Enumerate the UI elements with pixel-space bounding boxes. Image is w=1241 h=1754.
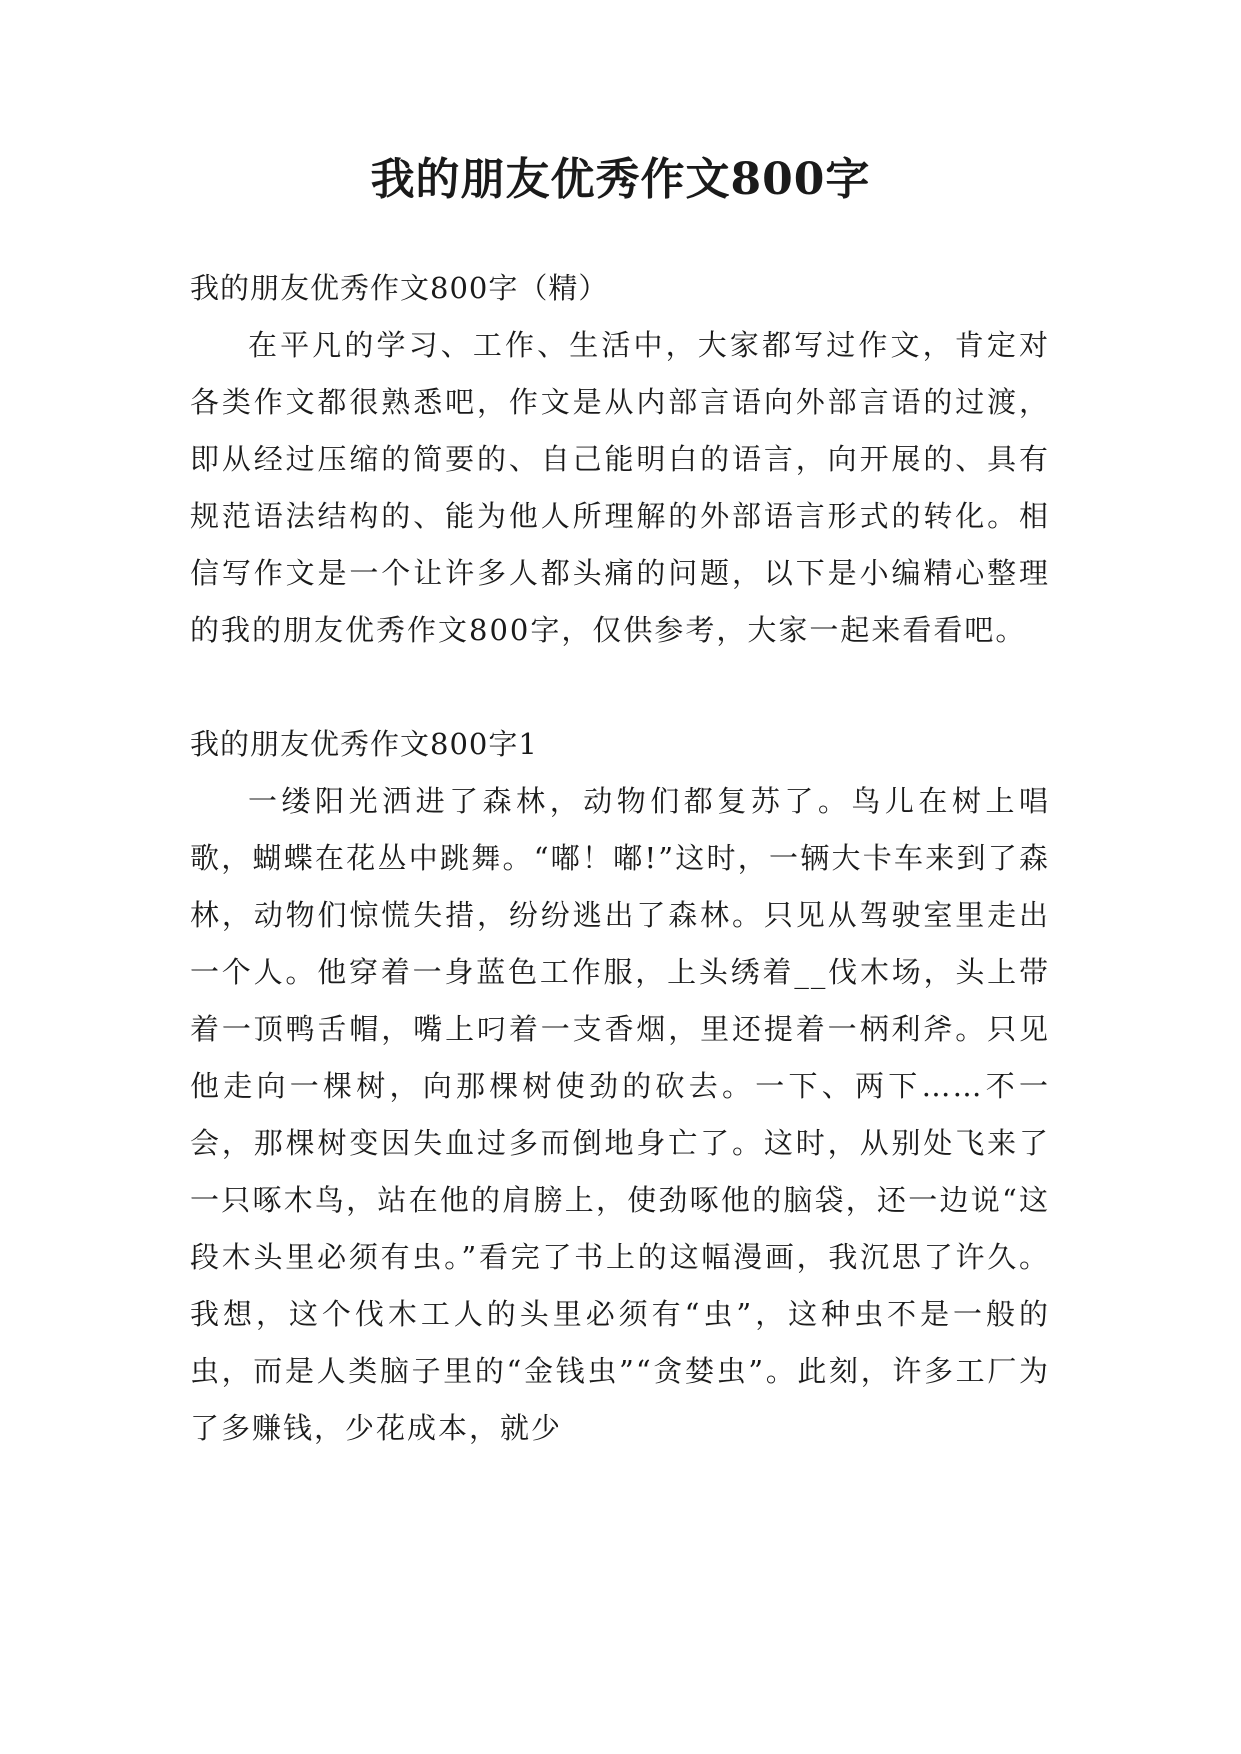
document-title: 我的朋友优秀作文800字	[370, 154, 871, 205]
document-body	[190, 260, 1050, 1457]
section-paragraph: 一缕阳光洒进了森林，动物们都复苏了。鸟儿在树上唱歌，蝴蝶在花丛中跳舞。“嘟！嘟!”这时，一辆大卡车来到了森林，动物们惊慌失措，纷纷逃出了森林。只见从驾驶室里走出一个人。他穿着一身蓝色工作服，上头绣着__伐木场，头上带着一顶鸭舌帽，嘴上叼着一支香烟，里还提着一柄利斧。只见他走向一棵树，向那棵树使劲的砍去。一下、两下……不一会，那棵树变因失血过多而倒地身亡了。这时，从别处飞来了一只啄木鸟，站在他的肩膀上，使劲啄他的脑袋，还一边说“这段木头里必须有虫。”看完了书上的这幅漫画，我沉思了许久。我想，这个伐木工人的头里必须有“虫”，这种虫不是一般的虫，而是人类脑子里的“金钱虫”“贪婪虫”。此刻，许多工厂为了多赚钱，少花成本，就少	[190, 784, 1050, 1445]
section-paragraph: 在平凡的学习、工作、生活中，大家都写过作文，肯定对各类作文都很熟悉吧，作文是从内部言语向外部言语的过渡，即从经过压缩的简要的、自己能明白的语言，向开展的、具有规范语法结构的、能为他人所理解的外部语言形式的转化。相信写作文是一个让许多人都头痛的问题，以下是小编精心整理的我的朋友优秀作文800字，仅供参考，大家一起来看看吧。	[190, 328, 1050, 647]
section-essay-1	[190, 716, 1050, 1457]
section-heading: 我的朋友优秀作文800字（精）	[190, 271, 609, 305]
section-heading: 我的朋友优秀作文800字1	[190, 727, 538, 761]
section-intro	[190, 260, 1050, 659]
section-spacer	[190, 659, 1050, 716]
